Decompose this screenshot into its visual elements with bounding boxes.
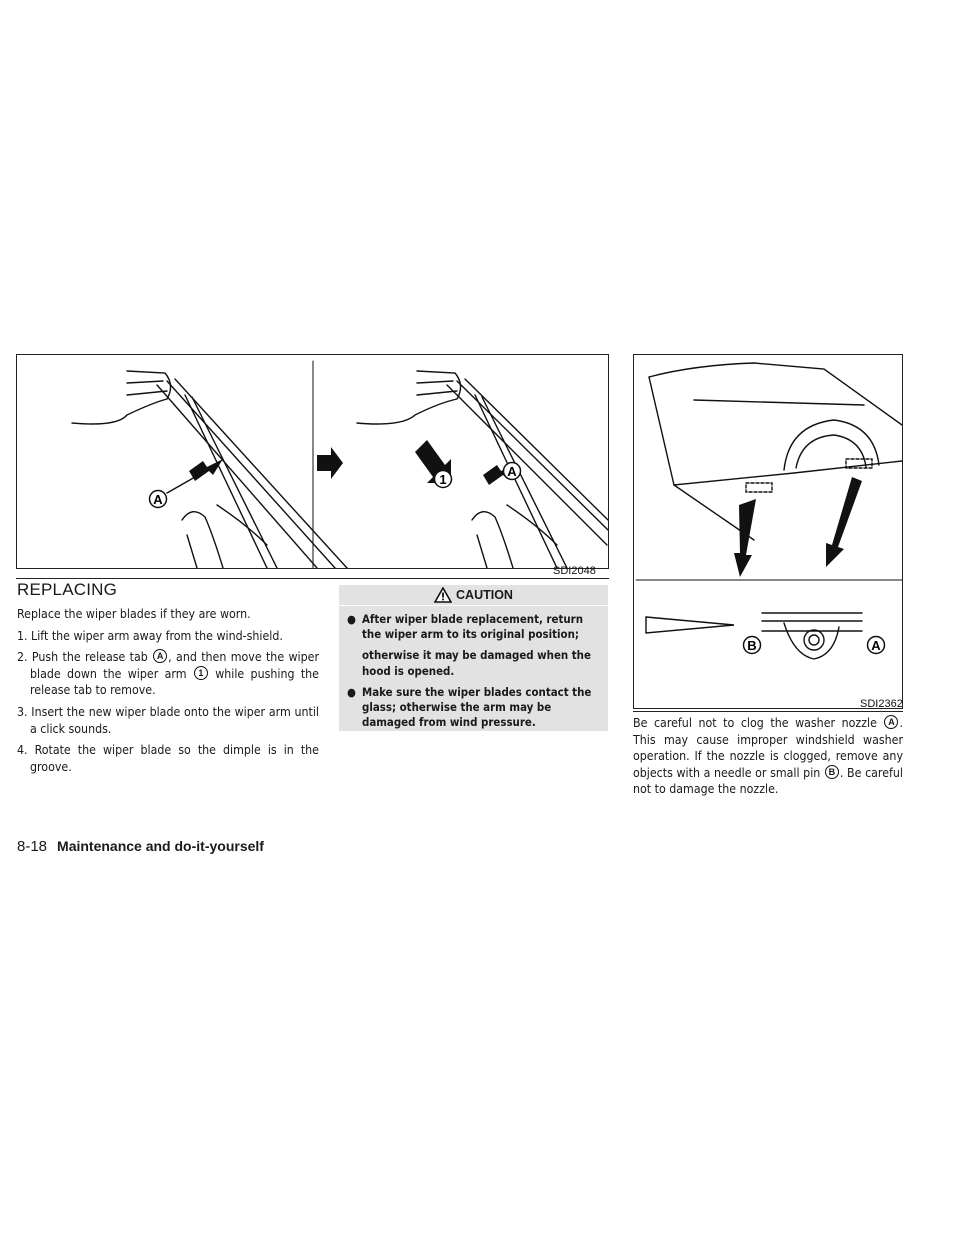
chapter-title: Maintenance and do-it-yourself: [57, 838, 264, 854]
intro-text: Replace the wiper blades if they are worn.: [17, 607, 251, 621]
warning-icon: [434, 587, 452, 603]
caution-box: [339, 585, 608, 731]
caution-item-1: ● After wiper blade replacement, return the wiper arm to its original position; otherwise it may be damaged when the hood is opened.: [347, 612, 591, 678]
step-2: 2. Push the release tab A , and then move the wiper blade down the wiper arm 1 while pushing the release tab to remove.: [17, 650, 319, 698]
label-a-left: A: [153, 492, 163, 507]
caution-item-2: ● Make sure the wiper blades contact the glass; otherwise the arm may be damaged from wind pressure.: [347, 684, 592, 730]
figure-code-left: SDI2048: [553, 565, 596, 577]
label-1: 1: [439, 472, 447, 487]
page-number: 8-18: [17, 838, 48, 855]
marker-a-nozzle: A: [884, 715, 898, 729]
label-a-right: A: [507, 464, 517, 479]
caution-header: [339, 585, 608, 606]
caution-title: CAUTION: [456, 588, 513, 602]
label-a-nozzle: A: [871, 638, 881, 653]
marker-a: A: [153, 649, 167, 663]
replacing-steps: [17, 606, 319, 780]
nozzle-illustration: [634, 355, 902, 708]
washer-nozzle-figure: [633, 354, 903, 709]
step-1: 1. Lift the wiper arm away from the wind-shield.: [17, 628, 283, 643]
section-title: REPLACING: [17, 580, 118, 599]
wiper-blade-figure: [16, 354, 609, 569]
page-footer: [17, 838, 264, 855]
nozzle-paragraph: Be careful not to clog the washer nozzle A . This may cause improper windshield washer operation. If the nozzle is clogged, remove any objects with a needle or small pin B . Be careful not to damage the nozzle.: [633, 716, 903, 797]
marker-b-pin: B: [825, 765, 839, 779]
figure-rule-right: [633, 711, 903, 712]
marker-1: 1: [194, 666, 208, 680]
step-4: 4. Rotate the wiper blade so the dimple is in the groove.: [17, 743, 319, 774]
step-3: 3. Insert the new wiper blade onto the wiper arm until a click sounds.: [17, 704, 319, 736]
figure-rule-left: [16, 578, 609, 579]
figure-code-right: SDI2362: [860, 698, 903, 710]
label-b: B: [747, 638, 757, 653]
wiper-illustration: [17, 355, 608, 568]
